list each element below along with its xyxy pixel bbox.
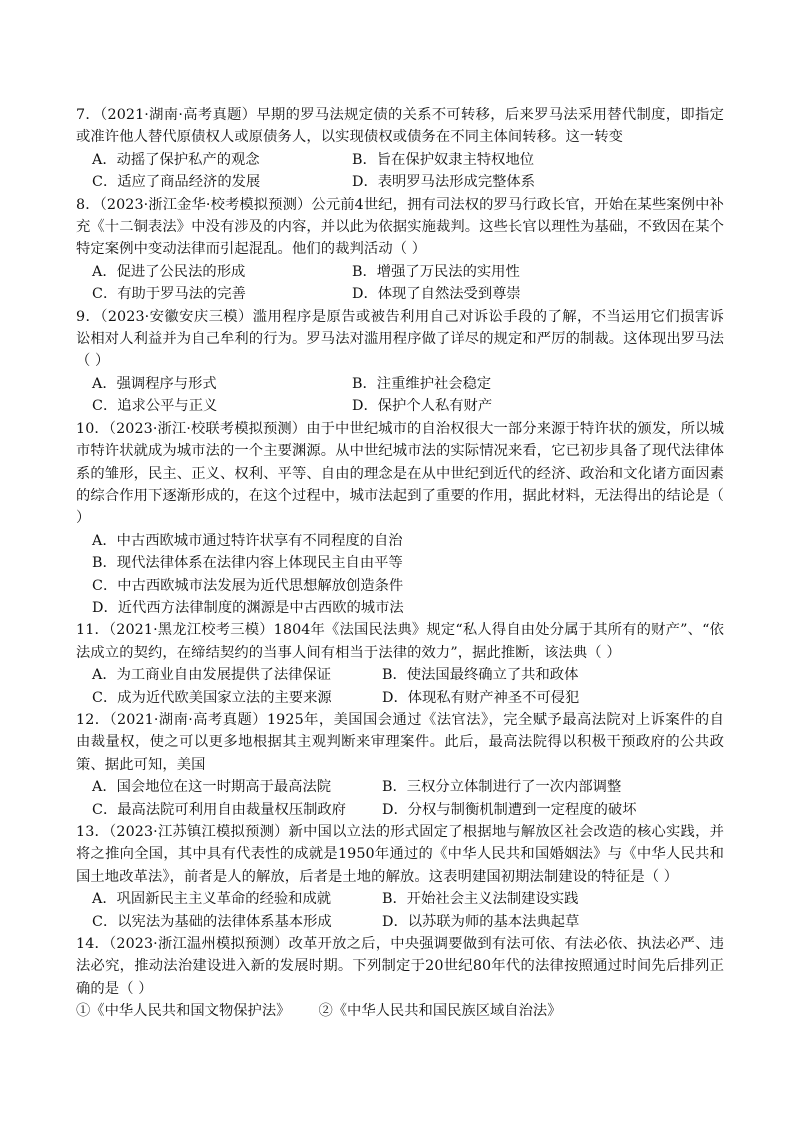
law-item-1: ①《中华人民共和国文物保护法》 [76,1003,291,1020]
option-d[interactable]: D．表明罗马法形成完整体系 [352,174,536,191]
question-13 [76,821,724,933]
option-a[interactable]: A．动摇了保护私产的观念 [92,151,260,168]
question-8 [76,194,724,306]
options [76,261,724,306]
question-14 [76,933,724,1023]
options [76,776,724,821]
option-c[interactable]: C．最高法院可利用自由裁量权压制政府 [92,801,346,818]
question-11 [76,619,724,709]
option-b[interactable]: B．开始社会主义法制建设实践 [382,891,579,908]
options [76,530,724,620]
question-stem: 10．（2023·浙江·校联考模拟预测）由于中世纪城市的自治权很大一部分来源于特许状的颁发，所以城市特许状就成为城市法的一个主要渊源。从中世纪城市法的实际情况来看，它已初步具备了现代法律体系的雏形，民主、正义、权利、平等、自由的理念是在从中世纪到近代的经济、政治和文化诸方面因素的综合作用下逐渐形成的，在这个过程中，城市法起到了重要的作用，据此材料，无法得出的结论是（ ） [76,420,724,527]
question-stem: 8．（2023·浙江金华·校考模拟预测）公元前4世纪，拥有司法权的罗马行政长官，开始在某些案例中补充《十二铜表法》中没有涉及的内容，并以此为依据实施裁判。这些长官以理性为基础，不致因在某个特定案例中变动法律而引起混乱。他们的裁判活动（ ） [76,196,724,258]
option-a[interactable]: A．中古西欧城市通过特许状享有不同程度的自治 [92,532,403,549]
options [76,888,724,933]
option-c[interactable]: C．适应了商品经济的发展 [92,174,261,191]
option-a[interactable]: A．强调程序与形式 [92,375,217,392]
option-b[interactable]: B．注重维护社会稳定 [352,375,492,392]
law-items [76,1000,724,1022]
option-a[interactable]: A．促进了公民法的形成 [92,263,246,280]
question-stem: 13．（2023·江苏镇江模拟预测）新中国以立法的形式固定了根据地与解放区社会改造的核心实践，并将之推向全国，其中具有代表性的成就是1950年通过的《中华人民共和国婚姻法》与《中华人民共和国土地改革法》，前者是人的解放，后者是土地的解放。这表明建国初期法制建设的特征是（ ） [76,824,724,885]
option-a[interactable]: A．为工商业自由发展提供了法律保证 [92,667,332,684]
exam-page [76,104,724,1023]
option-b[interactable]: B．旨在保护奴隶主特权地位 [352,151,535,168]
option-c[interactable]: C．追求公平与正义 [92,398,218,415]
option-d[interactable]: D．体现了自然法受到尊崇 [352,286,521,303]
option-c[interactable]: C．成为近代欧美国家立法的主要来源 [92,689,332,706]
question-stem: 12．（2021·湖南·高考真题）1925年，美国国会通过《法官法》，完全赋予最高法院对上诉案件的自由裁量权，使之可以更多地根据其主观判断来审理案件。此后，最高法院得以积极干预政府的公共政策、据此可知，美国 [76,711,724,773]
option-b[interactable]: B．现代法律体系在法律内容上体现民主自由平等 [92,555,403,572]
option-d[interactable]: D．近代西方法律制度的渊源是中古西欧的城市法 [92,599,404,616]
option-c[interactable]: C．以宪法为基础的法律体系基本形成 [92,913,332,930]
option-c[interactable]: C．中古西欧城市法发展为近代思想解放创造条件 [92,577,404,594]
option-b[interactable]: B．增强了万民法的实用性 [352,263,520,280]
question-10 [76,418,724,620]
options [76,664,724,709]
question-7 [76,104,724,194]
question-9 [76,306,724,418]
option-d[interactable]: D．体现私有财产神圣不可侵犯 [382,689,580,706]
question-12 [76,709,724,821]
options [76,149,724,194]
options [76,373,724,418]
question-stem: 9．（2023·安徽安庆三模）滥用程序是原告或被告利用自己对诉讼手段的了解，不当运用它们损害诉讼相对人利益并为自己牟利的行为。罗马法对滥用程序做了详尽的规定和严厉的制裁。这体现出罗马法（ ） [76,308,724,370]
option-c[interactable]: C．有助于罗马法的完善 [92,286,246,303]
question-stem: 11．（2021·黑龙江校考三模）1804年《法国民法典》规定“私人得自由处分属于其所有的财产”、“依法成立的契约，在缔结契约的当事人间有相当于法律的效力”，据此推断，该法典（ ） [76,622,724,661]
question-stem: 7．（2021·湖南·高考真题）早期的罗马法规定债的关系不可转移，后来罗马法采用替代制度，即指定或准许他人替代原债权人或原债务人，以实现债权或债务在不同主体间转移。这一转变 [76,107,724,146]
question-stem: 14．（2023·浙江温州模拟预测）改革开放之后，中央强调要做到有法可依、有法必依、执法必严、违法必究，推动法治建设进入新的发展时期。下列制定于20世纪80年代的法律按照通过时间先后排列正确的是（ ） [76,936,724,997]
option-a[interactable]: A．国会地位在这一时期高于最高法院 [92,779,332,796]
option-d[interactable]: D．以苏联为师的基本法典起草 [382,913,580,930]
option-d[interactable]: D．分权与制衡机制遭到一定程度的破坏 [382,801,637,818]
option-b[interactable]: B．三权分立体制进行了一次内部调整 [382,779,622,796]
law-item-2: ②《中华人民共和国民族区域自治法》 [318,1003,562,1020]
option-b[interactable]: B．使法国最终确立了共和政体 [382,667,579,684]
option-d[interactable]: D．保护个人私有财产 [352,398,493,415]
option-a[interactable]: A．巩固新民主主义革命的经验和成就 [92,891,332,908]
